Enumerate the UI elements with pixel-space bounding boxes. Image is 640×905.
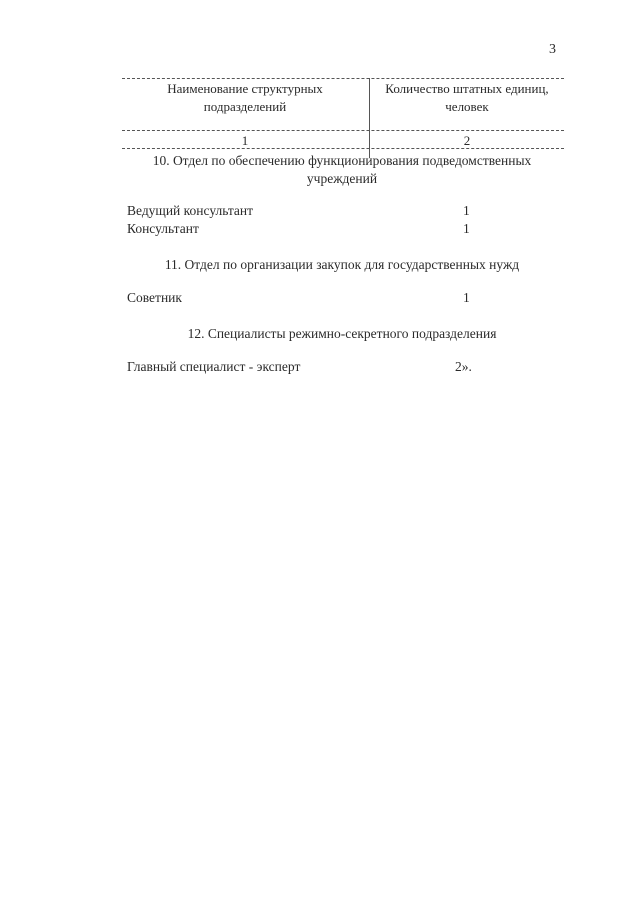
header-bottom-border bbox=[122, 130, 564, 131]
position-count: 1 bbox=[463, 203, 470, 218]
section-title bbox=[122, 256, 562, 274]
header-col-2-line2: человек bbox=[445, 99, 489, 114]
position-name: Консультант bbox=[127, 221, 199, 236]
position-name: Главный специалист - эксперт bbox=[127, 359, 301, 374]
header-col-1-line1: Наименование структурных bbox=[167, 81, 323, 96]
section-title-line: учреждений bbox=[306, 171, 378, 186]
page-number: 3 bbox=[549, 42, 556, 57]
position-count: 2». bbox=[455, 359, 472, 374]
table-top-border bbox=[122, 78, 564, 79]
position-count: 1 bbox=[463, 221, 470, 236]
section-title-line: 10. Отдел по обеспечению функционирования подведомственных bbox=[152, 153, 532, 168]
header-col-1-line2: подразделений bbox=[203, 99, 287, 114]
header-col-2 bbox=[370, 80, 564, 116]
position-name: Ведущий консультант bbox=[127, 203, 254, 218]
section-title bbox=[122, 152, 562, 188]
header-col-2-line1: Количество штатных единиц, bbox=[385, 81, 549, 96]
section-title bbox=[122, 325, 562, 343]
section-title-line: 12. Специалисты режимно-секретного подразделения bbox=[187, 326, 497, 341]
numbers-bottom-border bbox=[122, 148, 564, 149]
position-name: Советник bbox=[127, 290, 182, 305]
header-col-1 bbox=[122, 80, 368, 116]
section-title-line: 11. Отдел по организации закупок для государственных нужд bbox=[164, 257, 520, 272]
column-number-2: 2 bbox=[463, 133, 471, 148]
column-number-1: 1 bbox=[241, 133, 249, 148]
position-count: 1 bbox=[463, 290, 470, 305]
